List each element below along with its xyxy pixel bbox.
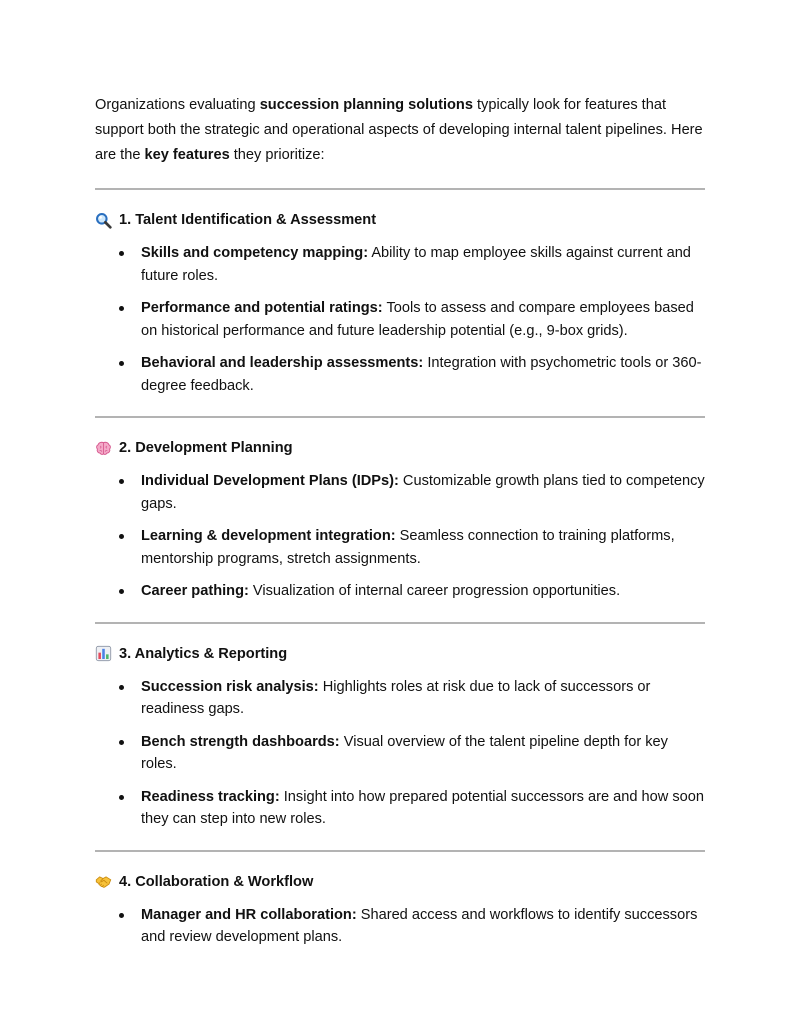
item-label: Manager and HR collaboration: <box>141 906 357 923</box>
magnifying-glass-icon <box>95 212 112 229</box>
section-collaboration-workflow <box>95 872 705 949</box>
item-text: Seamless connection to training platforms, mentorship programs, stretch assignments. <box>141 528 675 567</box>
brain-icon <box>95 440 112 457</box>
divider <box>95 188 705 190</box>
list-item <box>141 580 705 603</box>
feature-list <box>95 242 705 397</box>
intro-text: typically look for features that support both the strategic and operational aspects of developing internal talent pipelines. Here are the <box>95 97 703 163</box>
section-heading <box>95 644 705 664</box>
divider <box>95 622 705 624</box>
bar-chart-icon <box>95 645 112 662</box>
item-text: Ability to map employee skills against current and future roles. <box>141 245 691 284</box>
list-item <box>141 786 705 831</box>
section-development-planning <box>95 438 705 624</box>
item-label: Succession risk analysis: <box>141 678 319 695</box>
intro-text: they prioritize: <box>229 147 325 163</box>
divider <box>95 850 705 852</box>
item-text: Highlights roles at risk due to lack of successors or readiness gaps. <box>141 678 651 717</box>
section-heading <box>95 872 705 892</box>
item-text: Shared access and workflows to identify successors and review development plans. <box>141 906 698 945</box>
item-label: Career pathing: <box>141 583 249 599</box>
intro-text: Organizations evaluating <box>95 97 260 113</box>
section-analytics-reporting <box>95 644 705 852</box>
feature-list <box>95 676 705 831</box>
item-text: Integration with psychometric tools or 360-degree feedback. <box>141 355 702 394</box>
section-heading <box>95 210 705 230</box>
item-label: Bench strength dashboards: <box>141 733 340 750</box>
section-title: 3. Analytics & Reporting <box>119 645 288 662</box>
list-item <box>141 470 705 515</box>
handshake-icon <box>95 873 112 890</box>
intro-paragraph <box>95 93 705 168</box>
list-item <box>141 525 705 570</box>
item-text: Visual overview of the talent pipeline depth for key roles. <box>141 733 668 772</box>
item-label: Readiness tracking: <box>141 788 280 805</box>
divider <box>95 416 705 418</box>
item-label: Individual Development Plans (IDPs): <box>141 473 399 489</box>
item-label: Skills and competency mapping: <box>141 245 369 261</box>
section-title: 4. Collaboration & Workflow <box>119 873 314 890</box>
item-label: Learning & development integration: <box>141 528 396 544</box>
list-item <box>141 904 705 949</box>
item-text: Insight into how prepared potential successors are and how soon they can step into new roles. <box>141 788 704 827</box>
feature-list <box>95 904 705 949</box>
intro-bold-text: succession planning solutions <box>259 97 473 113</box>
item-text: Customizable growth plans tied to competency gaps. <box>141 473 705 512</box>
intro-bold-text: key features <box>144 147 230 163</box>
item-label: Performance and potential ratings: <box>141 300 383 316</box>
list-item <box>141 242 705 287</box>
section-title: 2. Development Planning <box>119 440 293 456</box>
list-item <box>141 352 705 397</box>
list-item <box>141 676 705 721</box>
item-text: Visualization of internal career progression opportunities. <box>248 583 621 599</box>
feature-list <box>95 470 705 603</box>
item-text: Tools to assess and compare employees based on historical performance and future leadership potential (e.g., 9-box grids). <box>141 300 694 339</box>
list-item <box>141 731 705 776</box>
section-heading <box>95 438 705 458</box>
section-talent-identification <box>95 210 705 418</box>
item-label: Behavioral and leadership assessments: <box>141 355 424 371</box>
list-item <box>141 297 705 342</box>
section-title: 1. Talent Identification & Assessment <box>119 212 377 228</box>
